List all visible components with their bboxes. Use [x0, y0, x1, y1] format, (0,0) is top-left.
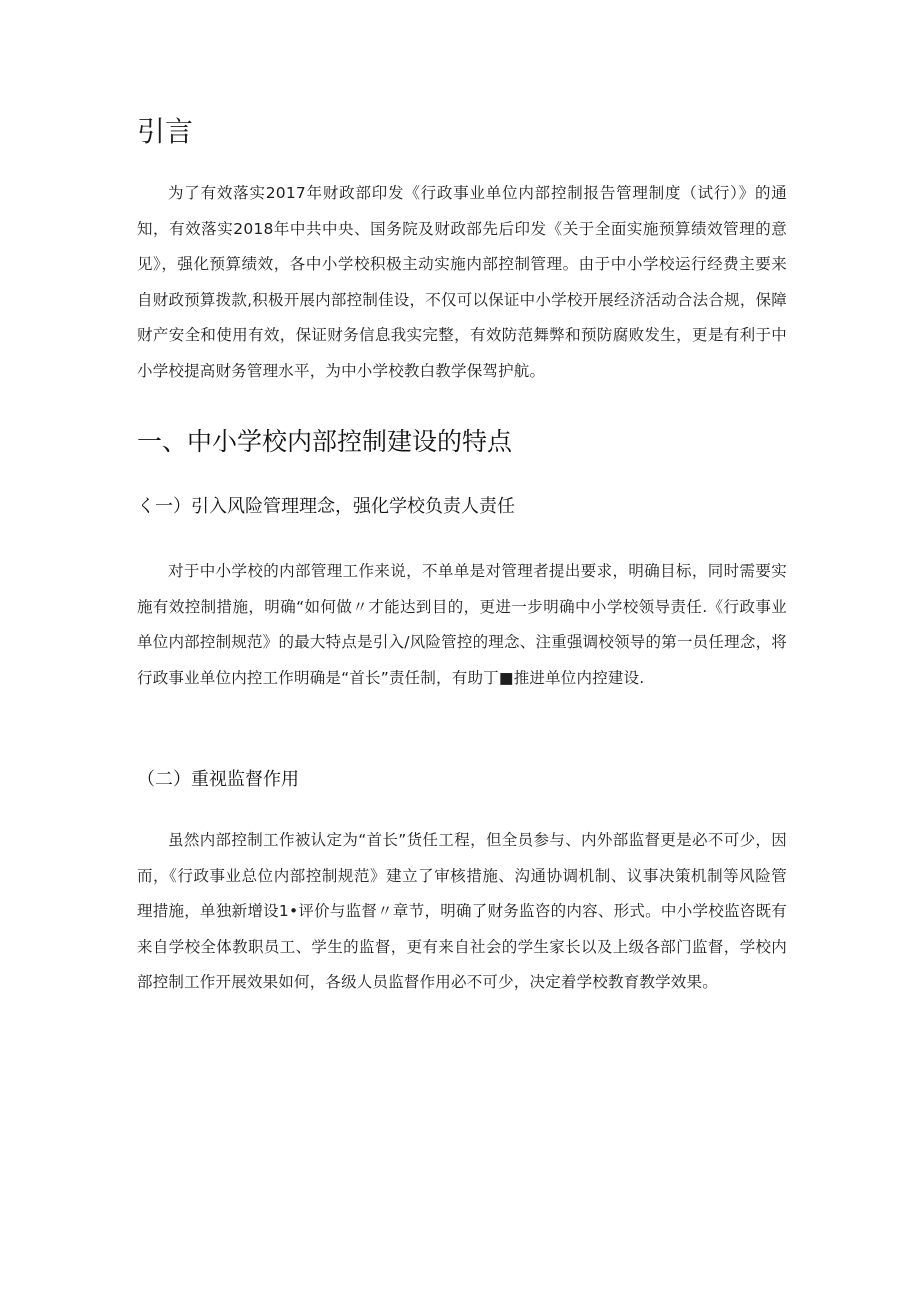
subsection-heading-supervision: （二）重视监督作用: [137, 769, 299, 790]
subsection-paragraph-risk-management: 对于中小学校的内部管理工作来说，不单单是对管理者提出要求，明确目标，同时需要实施有效控制措施，明确“如何做〃才能达到目的，更进一步明确中小学校领导责任.《行政事业单位内部控制规范》的最大特点是引入/风险管控的理念、注重强调校领导的第一员任理念，将行政事业单位内控工作明确是“首长”责任制，有助丁■推进单位内控建设.: [137, 562, 787, 687]
subsection-heading-risk-management: く一）引入风险管理理念，强化学校负责人责任: [137, 496, 515, 517]
section-heading-characteristics: 一、中小学校内部控制建设的特点: [137, 427, 513, 456]
subsection-paragraph-supervision: 虽然内部控制工作被认定为“首长”货任工程，但全员参与、内外部监督更是必不可少，因而，《行政事业总位内部控制规范》建立了审核措施、沟通协调机制、议事决策机制等风险管理措施，单独新增设1•评价与监督〃章节，明确了财务监咨的内容、形式。中小学校监咨既有来自学校全体教职员工、学生的监督，更有来自社会的学生家长以及上级各部门监督，学校内部控制工作开展效果如何，各级人员监督作用必不可少，决定着学校教育教学效果。: [137, 831, 787, 991]
intro-heading: 引言: [137, 115, 194, 148]
intro-paragraph: 为了有效落实2017年财政部印发《行政事业单位内部控制报告管理制度（试行）》的通知，有效落实2018年中共中央、国务院及财政部先后印发《关于全面实施预算绩效管理的意见》，强化预算绩效，各中小学校积极主动实施内部控制管理。由于中小学校运行经费主要来自财政预算拨款,积极开展内部控制佳设，不仅可以保证中小学校开展经济活动合法合规，保障财产安全和使用有效，保证财务信息我实完整，有效防范舞弊和预防腐败发生，更是有利于中小学校提高财务管理水平，为中小学校教白教学保驾护航。: [137, 184, 787, 380]
